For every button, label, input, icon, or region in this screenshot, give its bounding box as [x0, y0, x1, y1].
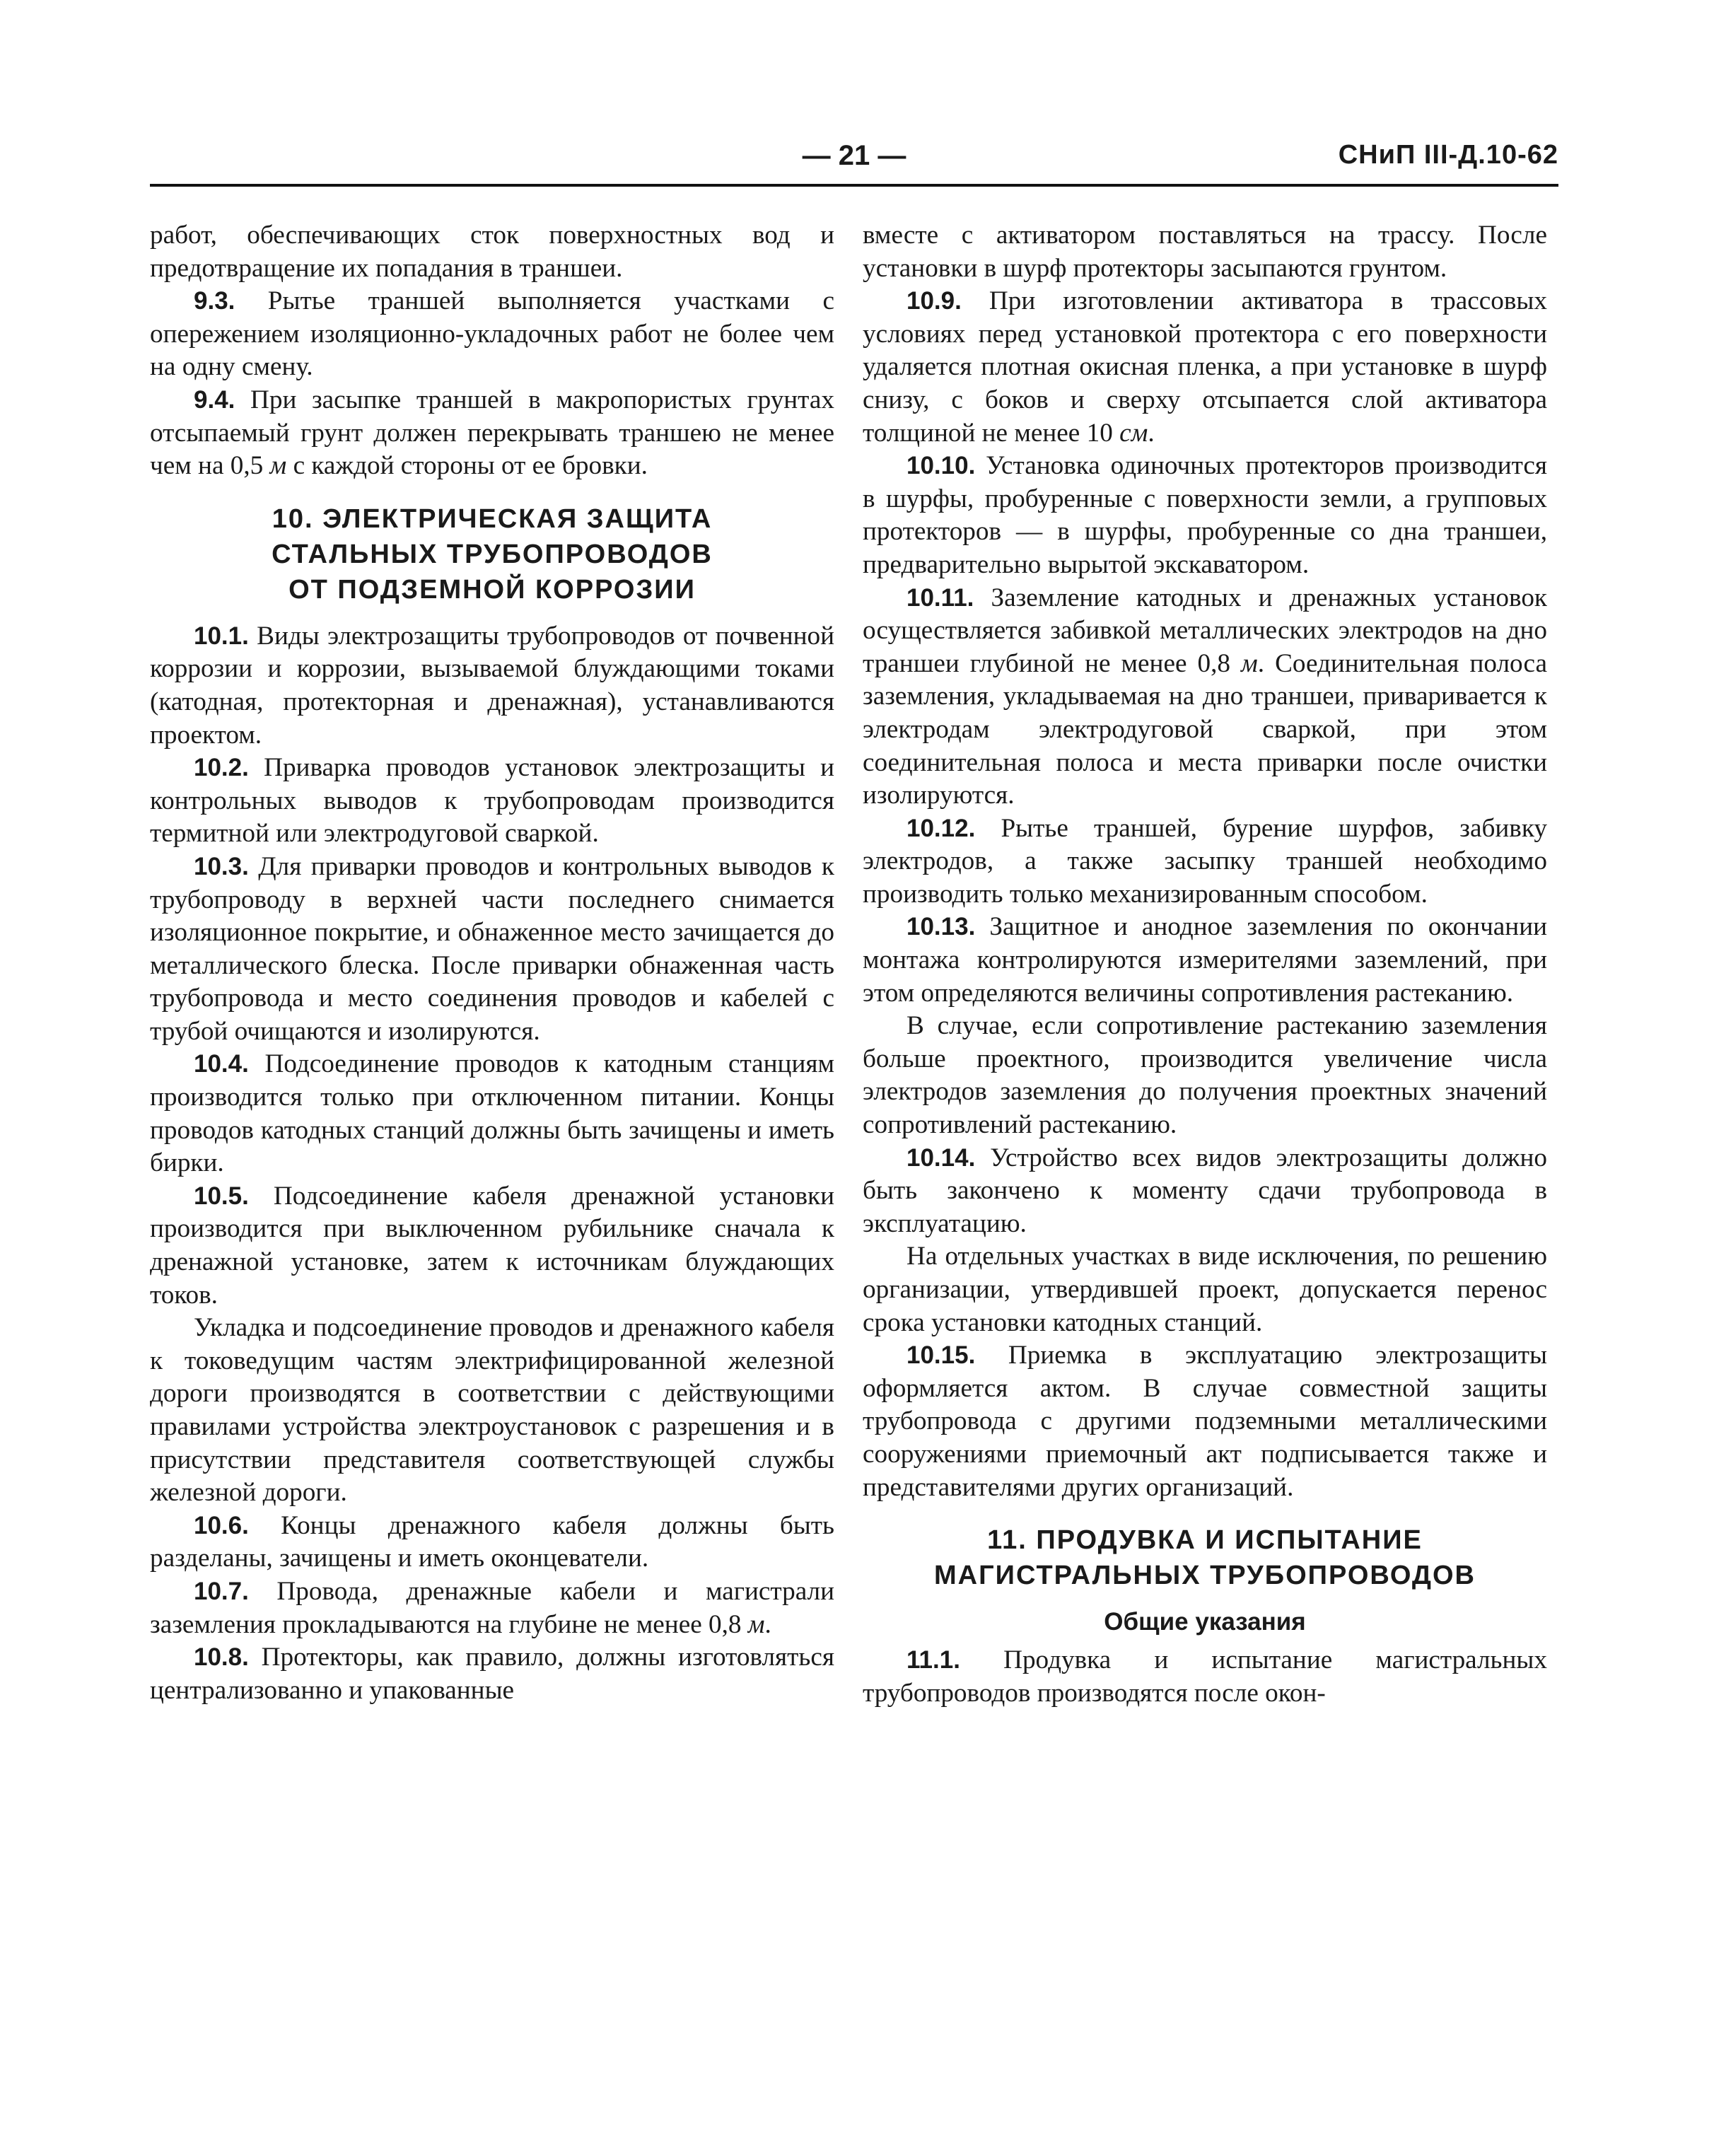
- clause-number: 10.1.: [194, 622, 249, 650]
- clause-number: 11.1.: [906, 1646, 960, 1674]
- section-title-line: 10. ЭЛЕКТРИЧЕСКАЯ ЗАЩИТА: [272, 503, 713, 534]
- clause-10-5: [150, 1180, 834, 1312]
- clause-number: 10.14.: [906, 1143, 976, 1172]
- page-header: [150, 136, 1558, 178]
- section-10-title: [150, 501, 834, 607]
- clause-11-1: [863, 1644, 1547, 1710]
- clause-10-9: [863, 285, 1547, 450]
- clause-10-1: [150, 620, 834, 752]
- clause-text: При изготовлении активатора в трассовых условиях перед установкой протектора с его поверхности удаляется плотная окисная пленка, а при установке в шурф снизу, с боков и сверху отсыпается слой активатора толщиной не менее 10: [863, 286, 1547, 448]
- section-title-line: МАГИСТРАЛЬНЫХ ТРУБОПРОВОДОВ: [934, 1561, 1476, 1591]
- clause-text: .: [764, 1609, 771, 1639]
- clause-number: 9.3.: [194, 287, 235, 315]
- clause-text: Приемка в эксплуатацию электрозащиты оформляется актом. В случае совместной защиты трубопровода с другими подземными металлическими сооружениями приемочный акт подписывается также и представителями других организаций.: [863, 1341, 1547, 1502]
- clause-number: 10.11.: [906, 583, 974, 612]
- clause-number: 10.7.: [194, 1577, 249, 1605]
- clause-number: 10.5.: [194, 1182, 249, 1210]
- unit: м: [747, 1609, 765, 1639]
- clause-10-3: [150, 851, 834, 1049]
- clause-10-15: [863, 1339, 1547, 1504]
- section-title-line: СТАЛЬНЫХ ТРУБОПРОВОДОВ: [272, 539, 713, 569]
- page-number: — 21 —: [802, 140, 906, 171]
- clause-10-11: [863, 582, 1547, 812]
- clause-number: 10.13.: [906, 913, 976, 941]
- clause-number: 10.3.: [194, 852, 249, 880]
- clause-text: Рытье траншей выполняется участками с опережением изоляционно-укладочных работ не более чем на одну смену.: [150, 286, 834, 382]
- clause-10-10: [863, 450, 1547, 581]
- section-title-line: 11. ПРОДУВКА И ИСПЫТАНИЕ: [987, 1525, 1423, 1556]
- clause-10-2: [150, 752, 834, 851]
- clause-10-13-paragraph: В случае, если сопротивление растеканию заземления больше проектного, производится увеличение числа электродов заземления до получения проектных значений сопротивлений растеканию.: [863, 1011, 1547, 1140]
- clause-text: Продувка и испытание магистральных трубопроводов производятся после окон-: [863, 1645, 1547, 1708]
- clause-text: Устройство всех видов электрозащиты должно быть закончено к моменту сдачи трубопровода в эксплуатацию.: [863, 1143, 1547, 1238]
- clause-text: Защитное и анодное заземления по окончании монтажа контролируются измерителями заземлений, при этом определяются величины сопротивления растеканию.: [863, 912, 1547, 1008]
- clause-text: .: [1148, 418, 1155, 448]
- clause-10-7: [150, 1575, 834, 1641]
- clause-text: Протекторы, как правило, должны изготовляться централизованно и упакованные: [150, 1643, 834, 1705]
- clause-text: Для приварки проводов и контрольных выводов к трубопроводу в верхней части последнего снимается изоляционное покрытие, и обнаженное место зачищается до металлического блеска. После приварки обнаженная часть трубопровода и место соединения проводов и кабелей с трубой очищаются и изолируются.: [150, 851, 834, 1046]
- clause-9-3: [150, 285, 834, 384]
- clause-10-12: [863, 812, 1547, 911]
- clause-number: 10.9.: [906, 287, 962, 315]
- unit: м: [269, 451, 287, 481]
- clause-text: . Соединительная полоса заземления, укладываемая на дно траншеи, приваривается к электродам электродуговой сваркой, при этом соединительная полоса и места приварки после очистки изолируются.: [863, 648, 1547, 810]
- document-code: СНиП III-Д.10-62: [1338, 140, 1558, 170]
- clause-number: 10.15.: [906, 1341, 976, 1370]
- clause-10-14-paragraph: На отдельных участках в виде исключения, по решению организации, утвердившей проект, допускается перенос срока установки катодных станций.: [863, 1242, 1547, 1337]
- clause-text: Заземление катодных и дренажных установок осуществляется забивкой металлических электродов на дно траншеи глубиной не менее 0,8: [863, 583, 1547, 678]
- section-title-line: ОТ ПОДЗЕМНОЙ КОРРОЗИИ: [288, 574, 696, 605]
- clause-number: 10.10.: [906, 452, 976, 480]
- clause-9-4: [150, 384, 834, 483]
- left-column: [150, 219, 834, 2001]
- clause-10-13: [863, 911, 1547, 1010]
- paragraph-continuation: работ, обеспечивающих сток поверхностных вод и предотвращение их попадания в траншеи.: [150, 221, 834, 283]
- clause-text: Рытье траншей, бурение шурфов, забивку электродов, а также засыпку траншей необходимо производить только механизированным способом.: [863, 813, 1547, 909]
- clause-10-4: [150, 1048, 834, 1179]
- subsection-title: Общие указания: [1104, 1608, 1306, 1636]
- clause-text: Установка одиночных протекторов производится в шурфы, пробуренные с поверхности земли, а групповых протекторов — в шурфы, пробуренные со дна траншеи, предварительно вырытой экскаватором.: [863, 451, 1547, 579]
- clause-number: 10.2.: [194, 754, 249, 782]
- clause-text: Приварка проводов установок электрозащиты и контрольных выводов к трубопроводам производится термитной или электродуговой сваркой.: [150, 753, 834, 849]
- clause-10-5-paragraph: Укладка и подсоединение проводов и дренажного кабеля к токоведущим частям электрифицированной железной дороги производятся в соответствии с действующими правилами устройства электроустановок с разрешения и в присутствии представителя соответствующей службы железной дороги.: [150, 1313, 834, 1508]
- right-column: [863, 219, 1547, 2001]
- paragraph-continuation: вместе с активатором поставляться на трассу. После установки в шурф протекторы засыпаются грунтом.: [863, 221, 1547, 283]
- unit: см: [1119, 418, 1148, 448]
- clause-10-8: [150, 1641, 834, 1707]
- clause-text: Концы дренажного кабеля должны быть разделаны, зачищены и иметь оконцеватели.: [150, 1510, 834, 1573]
- clause-text: с каждой стороны от ее бровки.: [286, 451, 648, 481]
- clause-text: Провода, дренажные кабели и магистрали заземления прокладываются на глубине не менее 0,8: [150, 1576, 834, 1639]
- clause-text: Подсоединение проводов к катодным станциям производится только при отключенном питании. Концы проводов катодных станций должны быть зачищены и иметь бирки.: [150, 1049, 834, 1178]
- clause-text: Подсоединение кабеля дренажной установки производится при выключенном рубильнике сначала к дренажной установке, затем к источникам блуждающих токов.: [150, 1181, 834, 1310]
- clause-number: 10.6.: [194, 1511, 249, 1539]
- clause-text: Виды электрозащиты трубопроводов от почвенной коррозии и коррозии, вызываемой блуждающими токами (катодная, протекторная и дренажная), устанавливаются проектом.: [150, 621, 834, 750]
- section-11-title: [863, 1522, 1547, 1593]
- header-rule: [150, 184, 1558, 187]
- clause-number: 10.8.: [194, 1643, 249, 1672]
- clause-number: 10.12.: [906, 814, 976, 842]
- clause-text: При засыпке траншей в макропористых грунтах отсыпаемый грунт должен перекрывать траншею не менее чем на 0,5: [150, 385, 834, 481]
- clause-number: 10.4.: [194, 1050, 249, 1078]
- clause-10-6: [150, 1510, 834, 1575]
- clause-number: 9.4.: [194, 385, 235, 414]
- clause-10-14: [863, 1142, 1547, 1241]
- unit: м: [1241, 648, 1258, 678]
